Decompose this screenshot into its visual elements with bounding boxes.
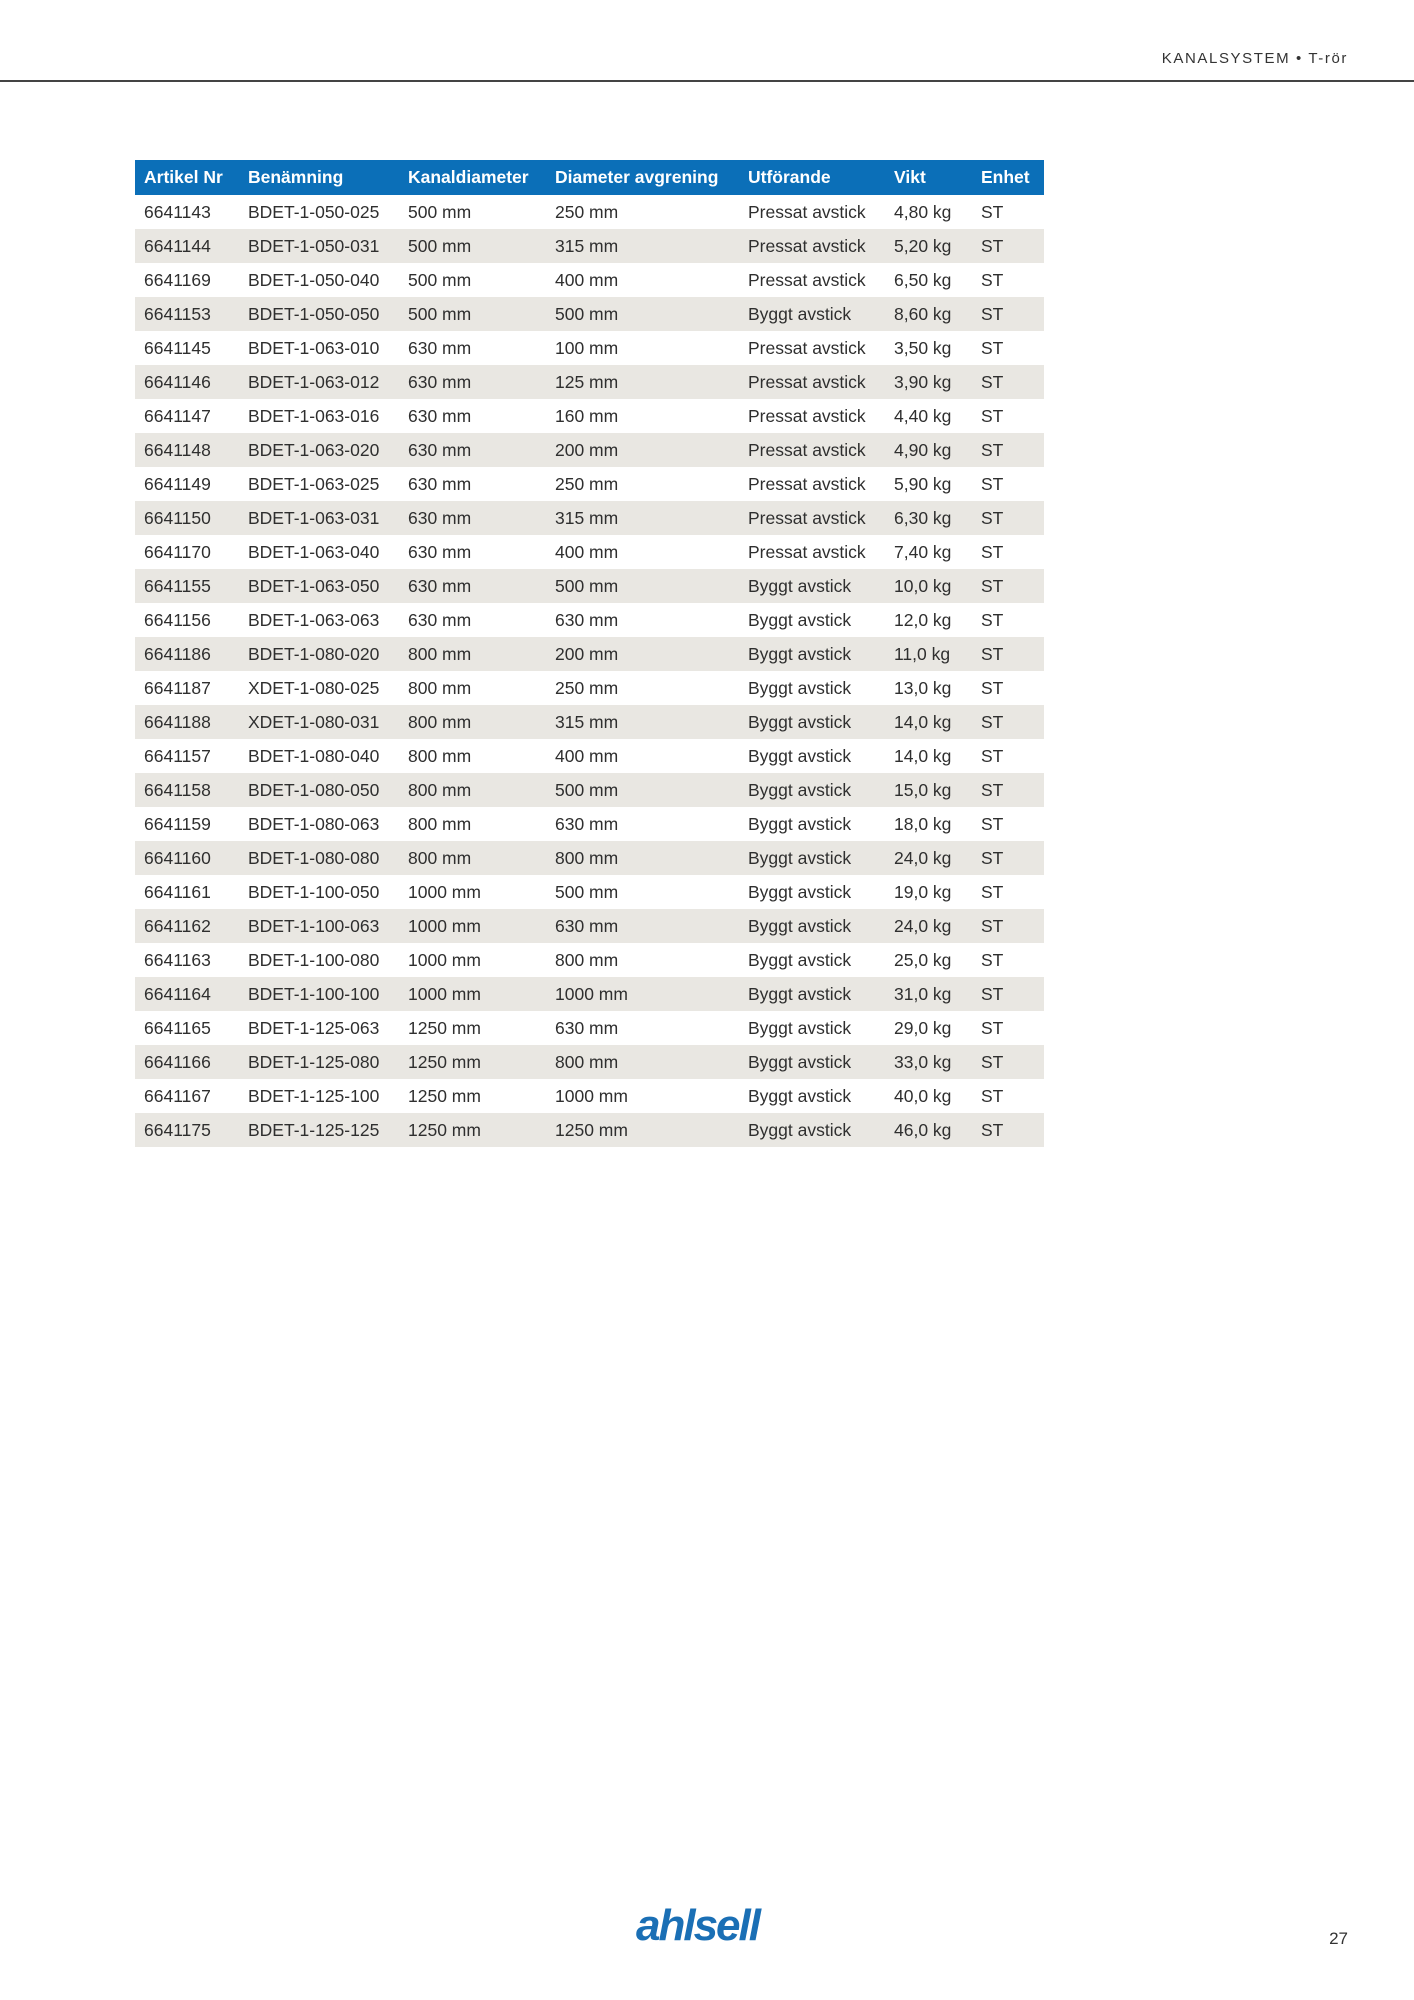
cell-enhet: ST — [981, 473, 1004, 494]
table-row — [135, 433, 1044, 467]
table-row — [135, 501, 1044, 535]
cell-diameter-avgrening: 800 mm — [555, 949, 619, 970]
cell-enhet: ST — [972, 569, 1044, 603]
cell-vikt: 46,0 kg — [885, 1113, 972, 1147]
cell-utforande: Byggt avstick — [739, 637, 885, 671]
cell-utforande: Pressat avstick — [739, 501, 885, 535]
cell-diameter-avgrening: 125 mm — [546, 365, 739, 399]
cell-vikt: 33,0 kg — [885, 1045, 972, 1079]
logo-text: ahlsell — [636, 1901, 759, 1950]
cell-utforande: Byggt avstick — [739, 1113, 885, 1147]
cell-kanaldiameter: 500 mm — [408, 201, 472, 222]
ahlsell-logo — [634, 1900, 780, 1950]
table-row — [135, 739, 1044, 773]
table-row — [135, 1113, 1044, 1147]
cell-kanaldiameter: 630 mm — [408, 541, 472, 562]
cell-artikel-nr: 6641164 — [135, 977, 239, 1011]
cell-artikel-nr: 6641161 — [144, 881, 211, 902]
cell-benamning: BDET-1-063-050 — [239, 569, 399, 603]
cell-kanaldiameter: 1000 mm — [408, 949, 481, 970]
table-row — [135, 875, 1044, 909]
page-number: 27 — [1329, 1929, 1348, 1948]
cell-benamning: BDET-1-080-063 — [248, 813, 380, 834]
cell-artikel-nr: 6641144 — [135, 229, 239, 263]
cell-utforande: Pressat avstick — [748, 473, 866, 494]
cell-utforande: Byggt avstick — [739, 841, 885, 875]
cell-utforande: Byggt avstick — [748, 813, 852, 834]
cell-artikel-nr: 6641163 — [144, 949, 211, 970]
cell-artikel-nr: 6641150 — [135, 501, 239, 535]
cell-artikel-nr: 6641166 — [135, 1045, 239, 1079]
cell-vikt: 6,30 kg — [885, 501, 972, 535]
cell-diameter-avgrening: 100 mm — [555, 337, 619, 358]
cell-vikt: 3,90 kg — [885, 365, 972, 399]
cell-utforande: Byggt avstick — [739, 1045, 885, 1079]
cell-artikel-nr: 6641170 — [144, 541, 211, 562]
table-body — [135, 195, 1044, 1147]
cell-enhet: ST — [981, 609, 1004, 630]
table-row — [135, 773, 1044, 807]
cell-enhet: ST — [972, 637, 1044, 671]
cell-artikel-nr: 6641148 — [135, 433, 239, 467]
table-row — [135, 229, 1044, 263]
cell-vikt: 5,90 kg — [894, 473, 952, 494]
cell-benamning: BDET-1-125-100 — [248, 1085, 380, 1106]
table-header — [135, 160, 1044, 195]
table-row — [135, 365, 1044, 399]
cell-benamning: BDET-1-063-040 — [248, 541, 380, 562]
cell-vikt: 18,0 kg — [894, 813, 952, 834]
cell-artikel-nr: 6641162 — [135, 909, 239, 943]
column-header-enhet: Enhet — [972, 160, 1044, 195]
cell-diameter-avgrening: 250 mm — [555, 473, 619, 494]
cell-vikt: 8,60 kg — [885, 297, 972, 331]
cell-diameter-avgrening: 200 mm — [546, 637, 739, 671]
cell-artikel-nr: 6641155 — [135, 569, 239, 603]
table-row — [135, 671, 1044, 705]
product-table — [135, 160, 1044, 1147]
cell-artikel-nr: 6641156 — [144, 609, 211, 630]
cell-utforande: Pressat avstick — [748, 269, 866, 290]
cell-artikel-nr: 6641188 — [135, 705, 239, 739]
section-title: KANALSYSTEM • T-rör — [1161, 50, 1348, 67]
column-header-kanaldiameter: Kanaldiameter — [399, 160, 546, 195]
column-header-vikt: Vikt — [885, 160, 972, 195]
cell-diameter-avgrening: 400 mm — [555, 269, 619, 290]
cell-benamning: BDET-1-063-016 — [248, 405, 380, 426]
cell-utforande: Pressat avstick — [739, 433, 885, 467]
table-row — [135, 263, 1044, 297]
cell-artikel-nr: 6641143 — [144, 201, 211, 222]
cell-vikt: 31,0 kg — [885, 977, 972, 1011]
cell-kanaldiameter: 630 mm — [408, 609, 472, 630]
cell-benamning: BDET-1-050-031 — [239, 229, 399, 263]
cell-kanaldiameter: 630 mm — [408, 337, 472, 358]
cell-enhet: ST — [981, 1085, 1004, 1106]
cell-kanaldiameter: 1250 mm — [399, 1045, 546, 1079]
cell-diameter-avgrening: 315 mm — [546, 705, 739, 739]
cell-enhet: ST — [981, 813, 1004, 834]
cell-artikel-nr: 6641186 — [135, 637, 239, 671]
cell-diameter-avgrening: 500 mm — [546, 297, 739, 331]
table-row — [135, 943, 1044, 977]
cell-kanaldiameter: 800 mm — [399, 637, 546, 671]
cell-vikt: 15,0 kg — [885, 773, 972, 807]
cell-enhet: ST — [981, 337, 1004, 358]
cell-enhet: ST — [981, 677, 1004, 698]
cell-utforande: Byggt avstick — [739, 297, 885, 331]
cell-diameter-avgrening: 250 mm — [555, 201, 619, 222]
cell-vikt: 40,0 kg — [894, 1085, 952, 1106]
cell-enhet: ST — [972, 705, 1044, 739]
cell-benamning: BDET-1-063-020 — [239, 433, 399, 467]
cell-enhet: ST — [972, 297, 1044, 331]
cell-diameter-avgrening: 630 mm — [555, 813, 619, 834]
cell-diameter-avgrening: 315 mm — [546, 501, 739, 535]
cell-artikel-nr: 6641167 — [144, 1085, 211, 1106]
cell-enhet: ST — [972, 365, 1044, 399]
cell-benamning: BDET-1-080-080 — [239, 841, 399, 875]
cell-diameter-avgrening: 400 mm — [555, 541, 619, 562]
cell-enhet: ST — [981, 541, 1004, 562]
cell-benamning: BDET-1-063-063 — [248, 609, 380, 630]
cell-utforande: Pressat avstick — [748, 201, 866, 222]
cell-diameter-avgrening: 500 mm — [555, 881, 619, 902]
cell-diameter-avgrening: 1250 mm — [546, 1113, 739, 1147]
cell-utforande: Pressat avstick — [739, 365, 885, 399]
cell-diameter-avgrening: 200 mm — [546, 433, 739, 467]
cell-utforande: Pressat avstick — [748, 405, 866, 426]
cell-vikt: 19,0 kg — [894, 881, 952, 902]
cell-benamning: BDET-1-050-025 — [248, 201, 380, 222]
cell-kanaldiameter: 800 mm — [408, 745, 472, 766]
column-header-diameter-avgrening: Diameter avgrening — [546, 160, 739, 195]
cell-diameter-avgrening: 630 mm — [555, 609, 619, 630]
cell-kanaldiameter: 500 mm — [399, 229, 546, 263]
cell-enhet: ST — [972, 977, 1044, 1011]
cell-enhet: ST — [981, 881, 1004, 902]
cell-kanaldiameter: 1250 mm — [408, 1085, 481, 1106]
cell-enhet: ST — [972, 909, 1044, 943]
cell-vikt: 4,90 kg — [885, 433, 972, 467]
cell-diameter-avgrening: 630 mm — [555, 1017, 619, 1038]
cell-diameter-avgrening: 500 mm — [546, 569, 739, 603]
table-row — [135, 807, 1044, 841]
cell-artikel-nr: 6641157 — [144, 745, 211, 766]
column-header-benamning: Benämning — [239, 160, 399, 195]
cell-artikel-nr: 6641146 — [135, 365, 239, 399]
cell-kanaldiameter: 630 mm — [408, 405, 472, 426]
cell-benamning: BDET-1-063-012 — [239, 365, 399, 399]
cell-vikt: 24,0 kg — [885, 841, 972, 875]
cell-artikel-nr: 6641165 — [144, 1017, 211, 1038]
cell-vikt: 4,80 kg — [894, 201, 952, 222]
table-row — [135, 467, 1044, 501]
cell-kanaldiameter: 800 mm — [399, 773, 546, 807]
cell-utforande: Byggt avstick — [748, 609, 852, 630]
cell-benamning: BDET-1-080-020 — [239, 637, 399, 671]
cell-vikt: 24,0 kg — [885, 909, 972, 943]
cell-utforande: Pressat avstick — [748, 337, 866, 358]
cell-enhet: ST — [972, 433, 1044, 467]
cell-enhet: ST — [981, 405, 1004, 426]
table-row — [135, 569, 1044, 603]
cell-vikt: 11,0 kg — [885, 637, 972, 671]
cell-vikt: 25,0 kg — [894, 949, 952, 970]
cell-kanaldiameter: 630 mm — [399, 569, 546, 603]
cell-utforande: Pressat avstick — [739, 229, 885, 263]
cell-utforande: Pressat avstick — [748, 541, 866, 562]
cell-artikel-nr: 6641158 — [135, 773, 239, 807]
cell-vikt: 29,0 kg — [894, 1017, 952, 1038]
cell-benamning: BDET-1-063-031 — [239, 501, 399, 535]
table-row — [135, 977, 1044, 1011]
cell-artikel-nr: 6641147 — [144, 405, 211, 426]
cell-artikel-nr: 6641169 — [144, 269, 211, 290]
cell-diameter-avgrening: 400 mm — [555, 745, 619, 766]
cell-vikt: 13,0 kg — [894, 677, 952, 698]
cell-artikel-nr: 6641175 — [135, 1113, 239, 1147]
cell-vikt: 10,0 kg — [885, 569, 972, 603]
table-row — [135, 331, 1044, 365]
cell-vikt: 5,20 kg — [885, 229, 972, 263]
cell-artikel-nr: 6641149 — [144, 473, 211, 494]
cell-vikt: 14,0 kg — [894, 745, 952, 766]
cell-benamning: XDET-1-080-031 — [239, 705, 399, 739]
table-row — [135, 705, 1044, 739]
cell-artikel-nr: 6641145 — [144, 337, 211, 358]
cell-artikel-nr: 6641159 — [144, 813, 211, 834]
cell-enhet: ST — [981, 269, 1004, 290]
cell-benamning: BDET-1-125-063 — [248, 1017, 380, 1038]
cell-benamning: BDET-1-100-080 — [248, 949, 380, 970]
cell-utforande: Byggt avstick — [748, 1017, 852, 1038]
cell-enhet: ST — [981, 949, 1004, 970]
cell-enhet: ST — [972, 1113, 1044, 1147]
cell-artikel-nr: 6641187 — [144, 677, 211, 698]
cell-utforande: Byggt avstick — [739, 977, 885, 1011]
table-row — [135, 603, 1044, 637]
cell-enhet: ST — [972, 229, 1044, 263]
cell-enhet: ST — [981, 201, 1004, 222]
table-row — [135, 841, 1044, 875]
cell-benamning: BDET-1-125-080 — [239, 1045, 399, 1079]
cell-kanaldiameter: 1250 mm — [399, 1113, 546, 1147]
cell-kanaldiameter: 500 mm — [399, 297, 546, 331]
cell-enhet: ST — [972, 841, 1044, 875]
cell-benamning: BDET-1-050-040 — [248, 269, 380, 290]
cell-kanaldiameter: 630 mm — [399, 501, 546, 535]
table-row — [135, 637, 1044, 671]
cell-kanaldiameter: 1000 mm — [408, 881, 481, 902]
cell-benamning: BDET-1-100-050 — [248, 881, 380, 902]
cell-utforande: Byggt avstick — [748, 949, 852, 970]
table-row — [135, 297, 1044, 331]
cell-vikt: 14,0 kg — [885, 705, 972, 739]
cell-benamning: BDET-1-100-063 — [239, 909, 399, 943]
cell-kanaldiameter: 800 mm — [408, 813, 472, 834]
column-header-artikel-nr: Artikel Nr — [135, 160, 239, 195]
cell-diameter-avgrening: 315 mm — [546, 229, 739, 263]
cell-enhet: ST — [981, 1017, 1004, 1038]
cell-kanaldiameter: 1000 mm — [399, 977, 546, 1011]
cell-utforande: Byggt avstick — [748, 1085, 852, 1106]
table-row — [135, 1079, 1044, 1113]
cell-vikt: 7,40 kg — [894, 541, 952, 562]
cell-artikel-nr: 6641160 — [135, 841, 239, 875]
table-header-row — [135, 160, 1044, 195]
cell-kanaldiameter: 1250 mm — [408, 1017, 481, 1038]
cell-utforande: Byggt avstick — [748, 745, 852, 766]
table-row — [135, 1045, 1044, 1079]
table-row — [135, 399, 1044, 433]
cell-kanaldiameter: 630 mm — [408, 473, 472, 494]
cell-kanaldiameter: 800 mm — [399, 705, 546, 739]
cell-enhet: ST — [972, 501, 1044, 535]
cell-diameter-avgrening: 160 mm — [555, 405, 619, 426]
cell-utforande: Byggt avstick — [739, 909, 885, 943]
cell-kanaldiameter: 800 mm — [399, 841, 546, 875]
header-divider — [0, 80, 1414, 82]
cell-kanaldiameter: 630 mm — [399, 365, 546, 399]
cell-diameter-avgrening: 630 mm — [546, 909, 739, 943]
cell-benamning: BDET-1-125-125 — [239, 1113, 399, 1147]
cell-artikel-nr: 6641153 — [135, 297, 239, 331]
cell-utforande: Byggt avstick — [739, 705, 885, 739]
cell-enhet: ST — [981, 745, 1004, 766]
cell-enhet: ST — [972, 773, 1044, 807]
cell-benamning: BDET-1-050-050 — [239, 297, 399, 331]
cell-kanaldiameter: 630 mm — [399, 433, 546, 467]
cell-utforande: Byggt avstick — [748, 881, 852, 902]
table-row — [135, 1011, 1044, 1045]
cell-utforande: Byggt avstick — [739, 569, 885, 603]
cell-benamning: BDET-1-080-040 — [248, 745, 380, 766]
cell-benamning: BDET-1-063-010 — [248, 337, 380, 358]
cell-vikt: 3,50 kg — [894, 337, 952, 358]
table-row — [135, 195, 1044, 229]
cell-diameter-avgrening: 1000 mm — [546, 977, 739, 1011]
cell-benamning: BDET-1-080-050 — [239, 773, 399, 807]
table-row — [135, 909, 1044, 943]
cell-enhet: ST — [972, 1045, 1044, 1079]
cell-kanaldiameter: 800 mm — [408, 677, 472, 698]
cell-diameter-avgrening: 800 mm — [546, 841, 739, 875]
cell-diameter-avgrening: 1000 mm — [555, 1085, 628, 1106]
column-header-utforande: Utförande — [739, 160, 885, 195]
cell-benamning: BDET-1-100-100 — [239, 977, 399, 1011]
table-row — [135, 535, 1044, 569]
cell-benamning: XDET-1-080-025 — [248, 677, 380, 698]
cell-utforande: Byggt avstick — [748, 677, 852, 698]
cell-utforande: Byggt avstick — [739, 773, 885, 807]
cell-vikt: 12,0 kg — [894, 609, 952, 630]
cell-vikt: 6,50 kg — [894, 269, 952, 290]
cell-kanaldiameter: 1000 mm — [399, 909, 546, 943]
cell-kanaldiameter: 500 mm — [408, 269, 472, 290]
cell-vikt: 4,40 kg — [894, 405, 952, 426]
cell-diameter-avgrening: 800 mm — [546, 1045, 739, 1079]
cell-benamning: BDET-1-063-025 — [248, 473, 380, 494]
cell-diameter-avgrening: 500 mm — [546, 773, 739, 807]
cell-diameter-avgrening: 250 mm — [555, 677, 619, 698]
